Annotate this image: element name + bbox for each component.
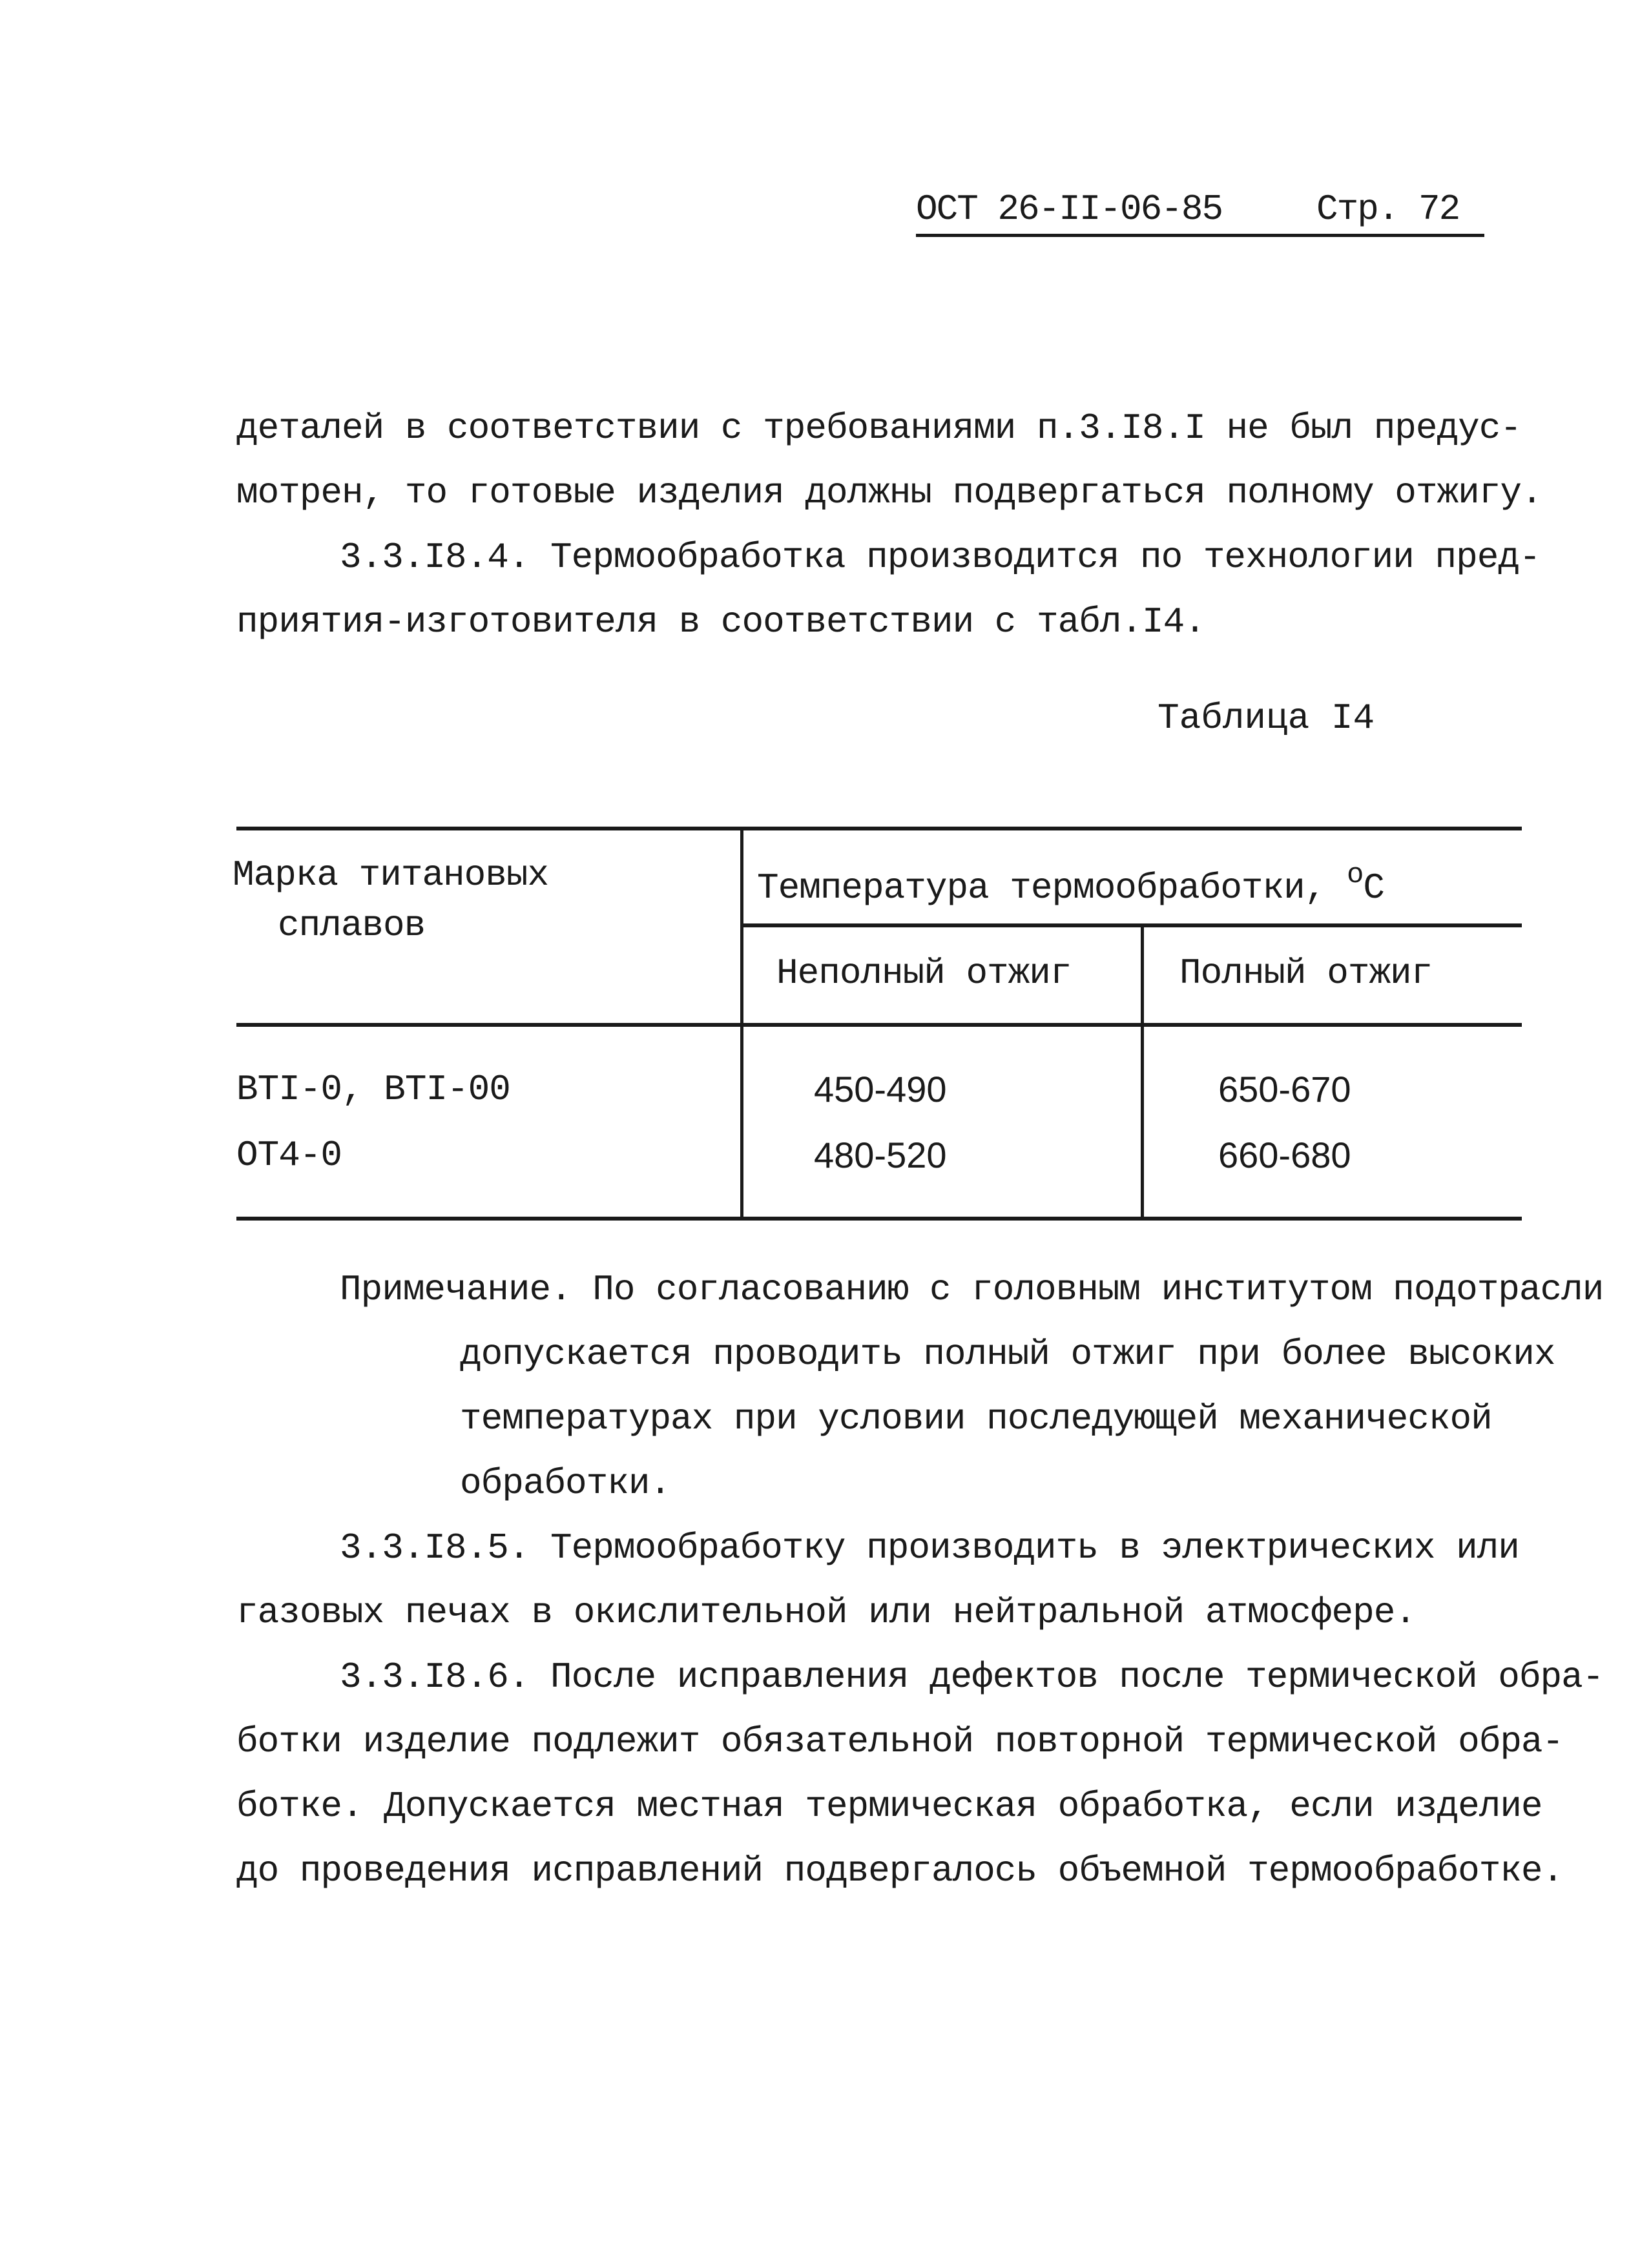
- paragraph-line: 3.3.I8.6. После исправления дефектов после термической обра-: [340, 1656, 1604, 1698]
- table-cell-alloy: ОТ4-0: [236, 1135, 342, 1176]
- table-header-divider: [236, 1023, 1522, 1027]
- paragraph-line: приятия-изготовителя в соответствии с табл.I4.: [236, 601, 1205, 643]
- note-line: Примечание. По согласованию с головным институтом подотрасли: [340, 1269, 1604, 1310]
- table-cell-partial: 450-490: [814, 1069, 947, 1109]
- document-code: ОСТ 26-II-06-85: [916, 189, 1223, 230]
- table-group-divider: [740, 923, 1522, 927]
- page-header: [916, 189, 1484, 237]
- temperature-table: [233, 827, 1522, 1221]
- column-header-partial-anneal: Неполный отжиг: [776, 953, 1072, 994]
- column-header-alloy: Марка титановых: [233, 854, 549, 896]
- column-group-header: Температура термообработки, $^о$С: [757, 859, 1384, 909]
- column-header-alloy-line2: сплавов: [278, 905, 426, 946]
- page-number: Стр. 72: [1316, 189, 1460, 230]
- paragraph-line: ботки изделие подлежит обязательной повторной термической обра-: [236, 1721, 1564, 1762]
- paragraph-line: 3.3.I8.4. Термообработка производится по технологии пред-: [340, 537, 1541, 578]
- table-cell-full: 660-680: [1218, 1135, 1351, 1175]
- table-cell-alloy: BTI-0, BTI-00: [236, 1069, 510, 1110]
- paragraph-line: до проведения исправлений подвергалось объемной термообработке.: [236, 1850, 1564, 1892]
- table-cell-partial: 480-520: [814, 1135, 947, 1175]
- paragraph-line: деталей в соответствии с требованиями п.3.I8.I не был предус-: [236, 407, 1521, 449]
- paragraph-line: 3.3.I8.5. Термообработку производить в электрических или: [340, 1527, 1519, 1569]
- table-column-divider: [1141, 923, 1144, 1221]
- table-cell-full: 650-670: [1218, 1069, 1351, 1109]
- table-bottom-border: [236, 1217, 1522, 1221]
- column-header-full-anneal: Полный отжиг: [1179, 953, 1433, 994]
- table-column-divider: [740, 827, 743, 1221]
- table-caption: Таблица I4: [1158, 697, 1375, 739]
- paragraph-line: газовых печах в окислительной или нейтральной атмосфере.: [236, 1592, 1416, 1633]
- paragraph-line: ботке. Допускается местная термическая обработка, если изделие: [236, 1786, 1542, 1827]
- note-line: обработки.: [460, 1463, 671, 1504]
- note-line: температурах при условии последующей механической: [460, 1398, 1492, 1439]
- paragraph-line: мотрен, то готовые изделия должны подвергаться полному отжигу.: [236, 472, 1542, 513]
- table-top-border: [236, 827, 1522, 830]
- note-line: допускается проводить полный отжиг при более высоких: [460, 1334, 1555, 1375]
